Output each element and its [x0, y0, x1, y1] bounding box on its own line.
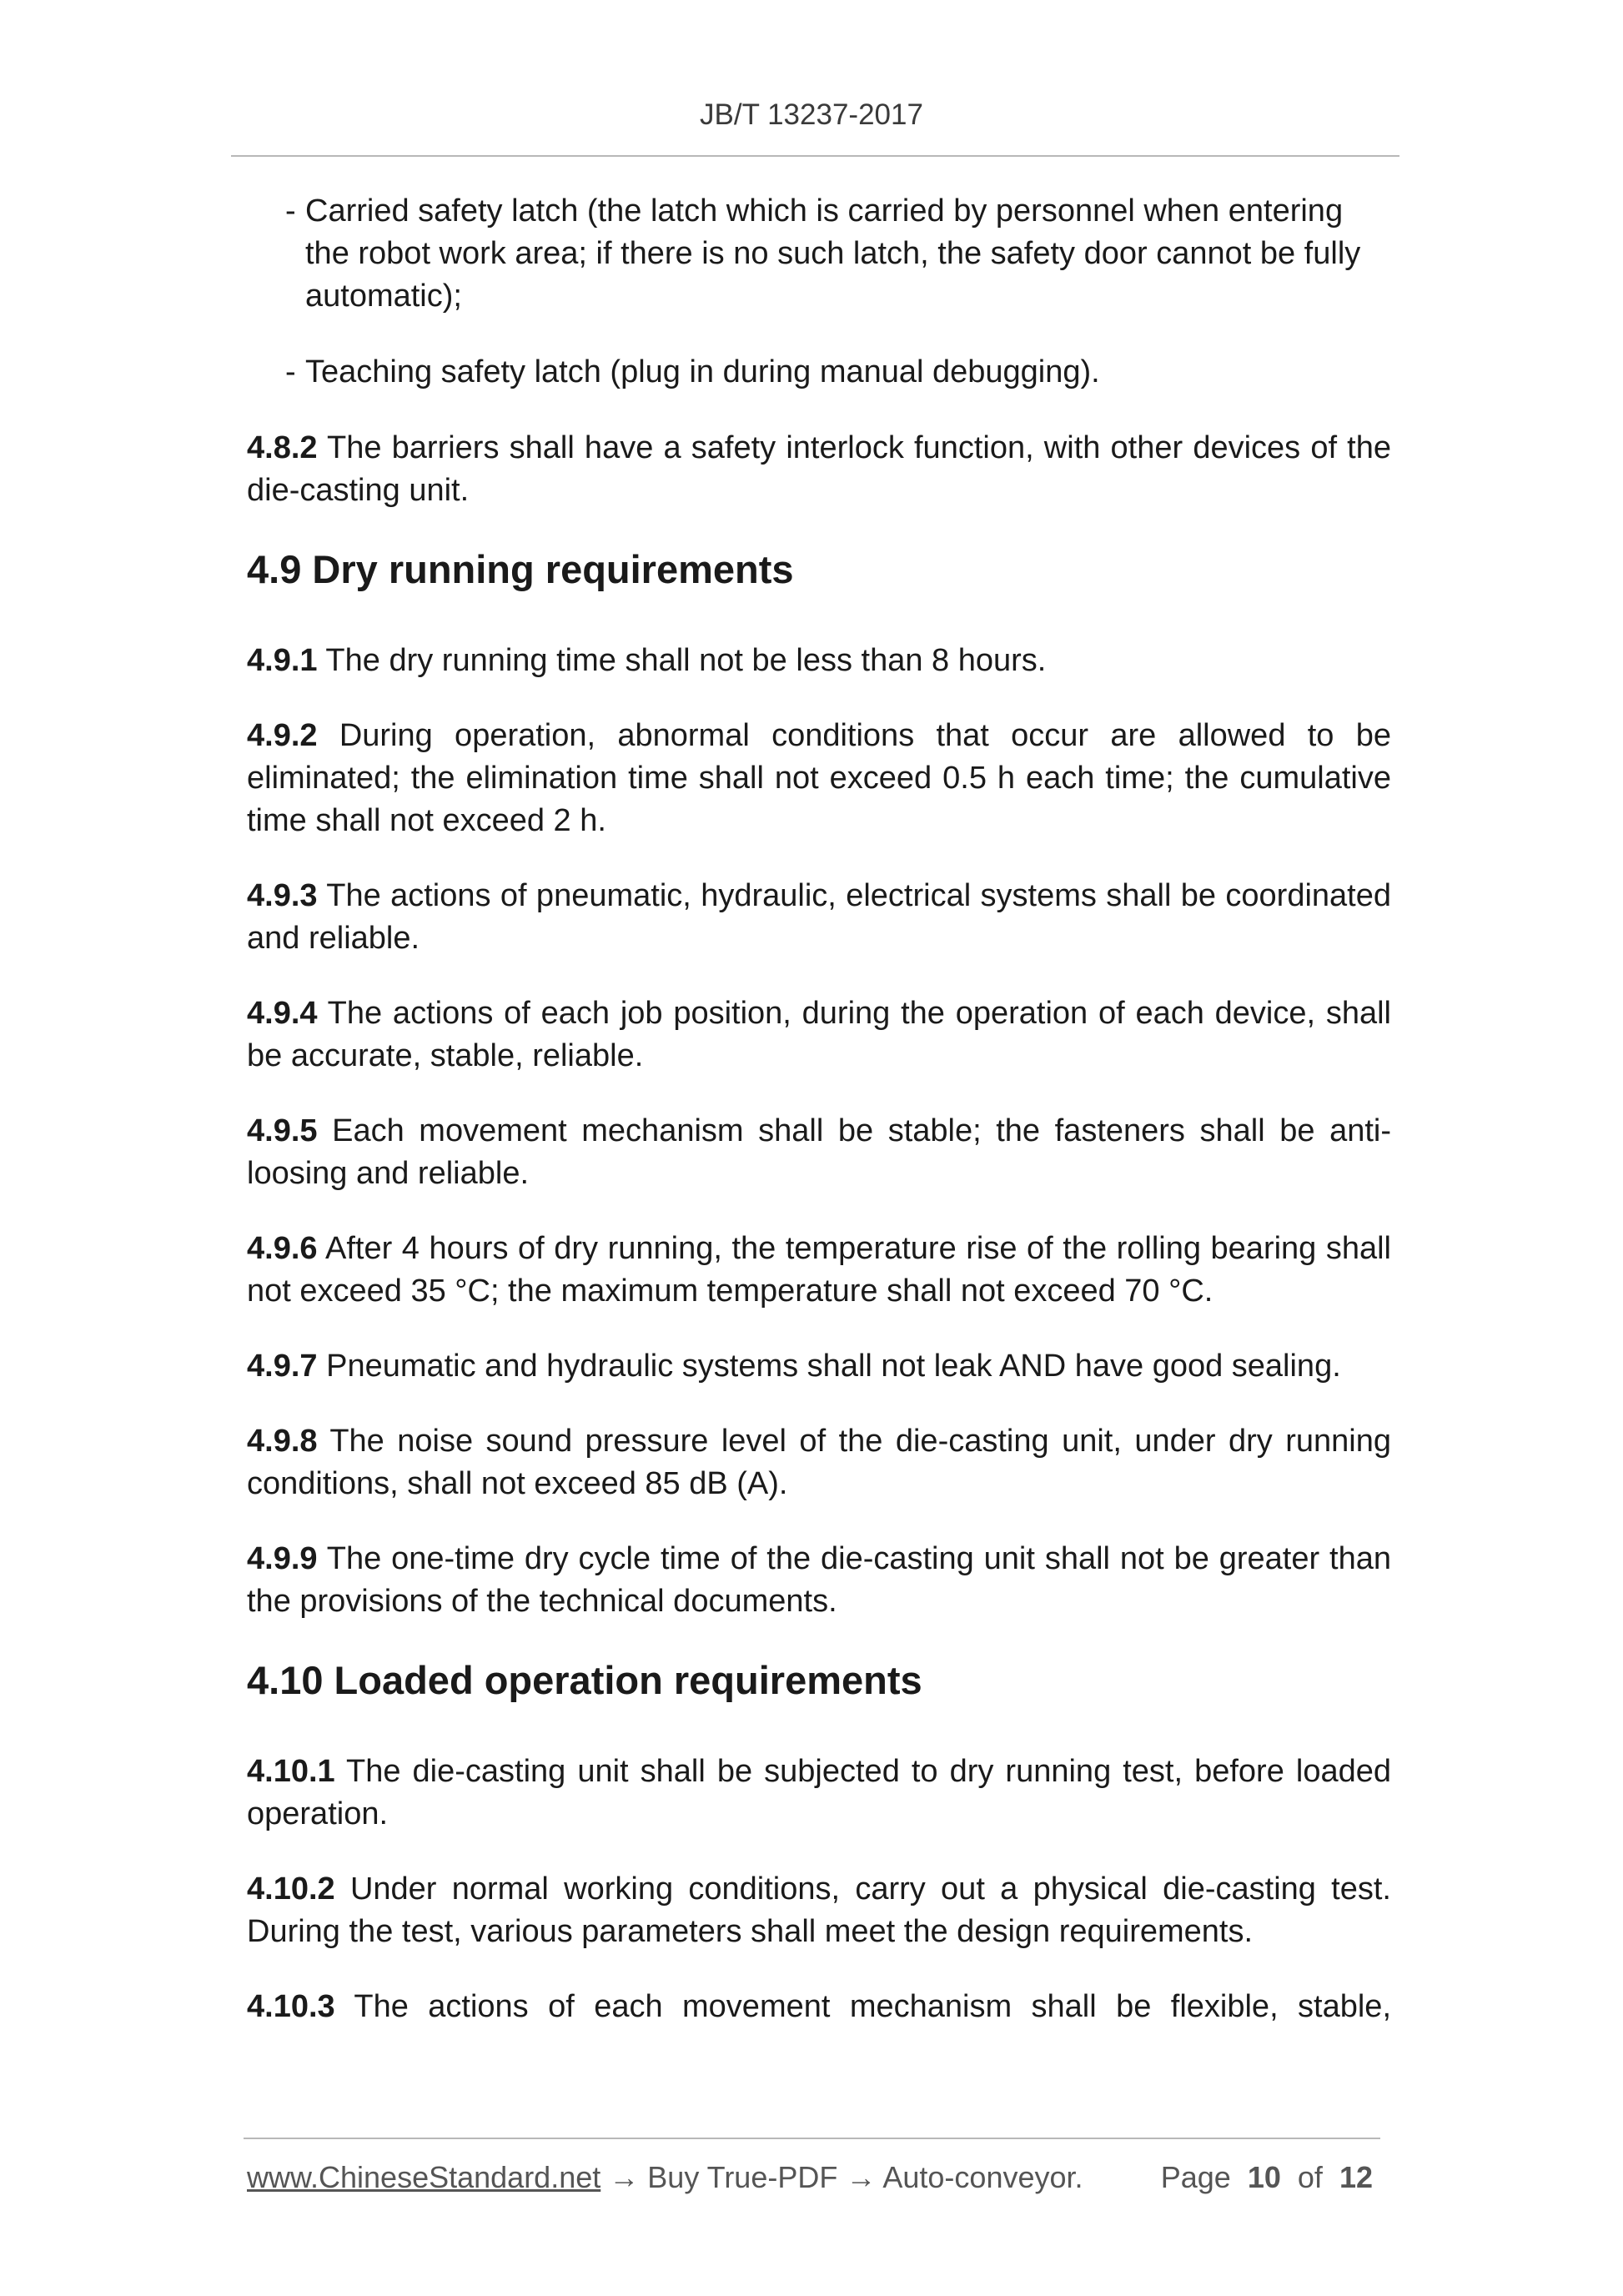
clause-text: The actions of each movement mechanism shall be flexible, stable, [354, 1989, 1391, 2024]
clause-4-9-7 [247, 1345, 1391, 1388]
clause-number: 4.10.3 [247, 1989, 335, 2024]
clause-text: The actions of each job position, during the operation of each device, shall be accurate, stable, reliable. [247, 996, 1391, 1073]
clause-4-9-2 [247, 715, 1391, 842]
clause-number: 4.9.2 [247, 718, 318, 753]
clause-text: During operation, abnormal conditions that occur are allowed to be eliminated; the elimination time shall not exceed 0.5 h each time; the cumulative time shall not exceed 2 h. [247, 718, 1391, 838]
clause-number: 4.9.3 [247, 878, 318, 913]
clause-text: The die-casting unit shall be subjected to dry running test, before loaded operation. [247, 1754, 1391, 1831]
clause-4-10-1 [247, 1751, 1391, 1836]
clause-text: Pneumatic and hydraulic systems shall not leak AND have good sealing. [326, 1349, 1341, 1384]
clause-number: 4.9.8 [247, 1424, 318, 1459]
bullet-text: Teaching safety latch (plug in during manual debugging). [305, 354, 1100, 389]
footer-divider [244, 2138, 1380, 2139]
of-label: of [1297, 2160, 1323, 2194]
clause-4-9-8 [247, 1420, 1391, 1505]
clause-4-9-3 [247, 875, 1391, 960]
clause-text: The barriers shall have a safety interlock function, with other devices of the die-casting unit. [247, 430, 1392, 508]
clause-text: After 4 hours of dry running, the temperature rise of the rolling bearing shall not exceed 35 °C; the maximum temperature shall not exceed 70 °C. [247, 1231, 1391, 1309]
document-header-id: JB/T 13237-2017 [700, 98, 923, 131]
clause-number: 4.9.1 [247, 643, 318, 678]
clause-number: 4.9.9 [247, 1541, 318, 1576]
header-divider [231, 155, 1399, 157]
page-indicator [1161, 2160, 1373, 2195]
clause-text: Under normal working conditions, carry out a physical die-casting test. During the test, various parameters shall meet the design requirements. [247, 1871, 1391, 1949]
bullet-dash: - [285, 193, 296, 229]
clause-text: The actions of pneumatic, hydraulic, electrical systems shall be coordinated and reliable. [247, 878, 1392, 956]
section-heading-4-9: 4.9 Dry running requirements [247, 547, 794, 591]
clause-number: 4.9.7 [247, 1349, 318, 1384]
clause-number: 4.9.5 [247, 1113, 318, 1148]
clause-number: 4.10.1 [247, 1754, 335, 1789]
clause-number: 4.9.4 [247, 996, 318, 1031]
site-link[interactable]: www.ChineseStandard.net [247, 2160, 601, 2194]
arrow-right-icon: → [846, 2160, 877, 2194]
clause-number: 4.9.6 [247, 1231, 318, 1266]
clause-4-9-9 [247, 1538, 1391, 1623]
auto-conveyor-text: Auto-conveyor. [882, 2160, 1083, 2194]
clause-text: The one-time dry cycle time of the die-casting unit shall not be greater than the provisions of the technical documents. [247, 1541, 1391, 1619]
clause-4-9-4 [247, 992, 1391, 1078]
clause-number: 4.8.2 [247, 430, 318, 465]
bullet-dash: - [285, 354, 296, 389]
page-footer [247, 2160, 1383, 2198]
clause-text: The noise sound pressure level of the die-casting unit, under dry running conditions, shall not exceed 85 dB (A). [247, 1424, 1392, 1501]
bullet-item [247, 351, 1391, 394]
clause-4-10-3 [247, 1986, 1391, 2028]
clause-text: Each movement mechanism shall be stable; the fasteners shall be anti-loosing and reliable. [247, 1113, 1391, 1191]
clause-4-9-5 [247, 1110, 1391, 1195]
clause-4-9-1 [247, 640, 1391, 682]
clause-number: 4.10.2 [247, 1871, 335, 1907]
clause-4-9-6 [247, 1228, 1391, 1313]
current-page-number: 10 [1247, 2160, 1281, 2194]
arrow-right-icon: → [609, 2160, 640, 2194]
footer-links [247, 2160, 1083, 2195]
document-body [247, 190, 1391, 2061]
bullet-text: Carried safety latch (the latch which is carried by personnel when entering the robot work area; if there is no such latch, the safety door cannot be fully automatic); [305, 193, 1361, 314]
total-page-count: 12 [1339, 2160, 1373, 2194]
clause-4-10-2 [247, 1868, 1391, 1953]
bullet-item [247, 190, 1391, 318]
page-label: Page [1160, 2160, 1231, 2194]
clause-4-8-2 [247, 427, 1391, 512]
clause-text: The dry running time shall not be less than 8 hours. [325, 643, 1047, 678]
section-heading-4-10: 4.10 Loaded operation requirements [247, 1658, 922, 1702]
buy-true-pdf-text: Buy True-PDF [647, 2160, 838, 2194]
